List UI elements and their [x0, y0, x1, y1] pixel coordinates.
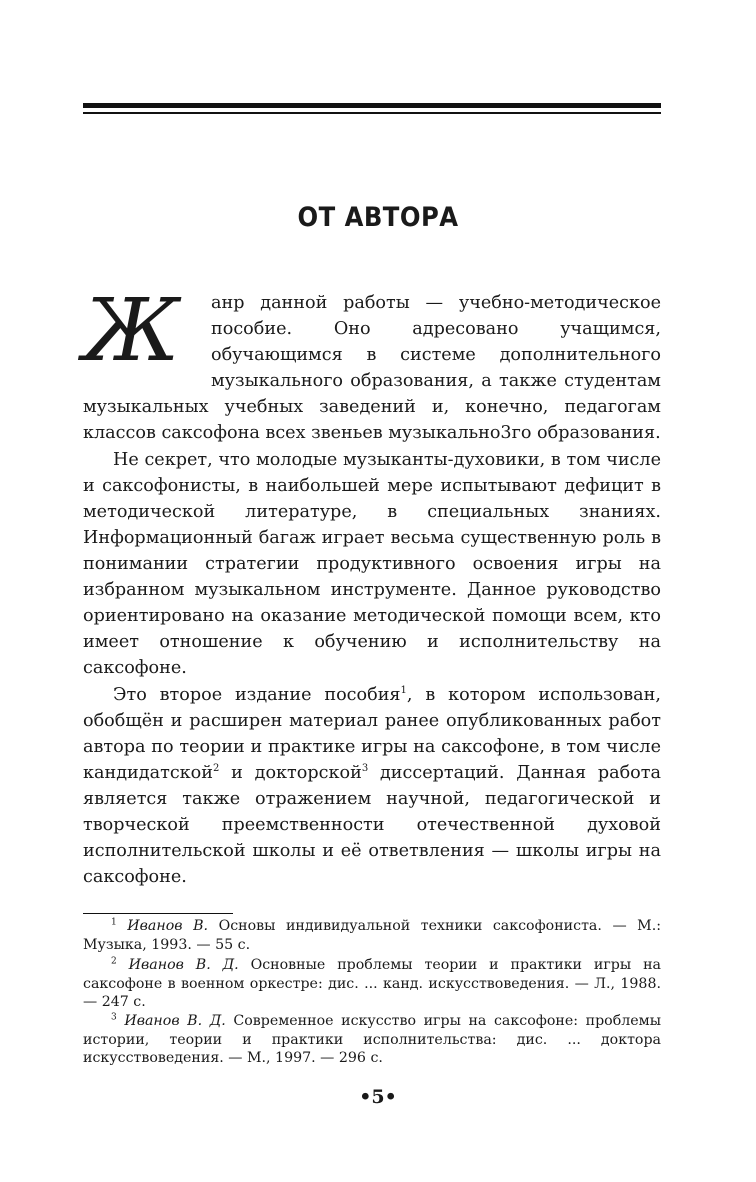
footnote-ref-3: 3 — [361, 763, 369, 775]
footnote-ref-1: 1 — [400, 685, 407, 697]
footnote-text: Основы индивидуальной техники саксофониста. — М.: Музыка, 1993. — 55 с. — [83, 918, 661, 953]
footnote-separator — [83, 913, 233, 914]
footnote-text: Основные проблемы теории и практики игры на саксофоне в военном оркестре: дис. ... канд. искусствоведения. — Л., 1988. — 247 с. — [83, 957, 662, 1010]
footnote-author: Иванов В. — [127, 918, 209, 934]
paragraph-3-part-1: Это второе издание пособия — [113, 685, 401, 705]
footnote-3 — [83, 1012, 661, 1068]
footnote-ref-2: 2 — [213, 763, 220, 775]
paragraph-3-part-4: диссертаций. Данная работа является также отражением научной, педагогической и творческой преемственности отечественной духовой исполнительской школы и её ответвления — школы игры на саксофоне. — [83, 763, 661, 887]
page-number: •5• — [359, 1086, 397, 1108]
footnote-author: Иванов В. Д. — [128, 957, 239, 973]
paragraph-2: Не секрет, что молодые музыканты-духовики, в том числе и саксофонисты, в наибольшей мере испытывают дефицит в методической литературе, в специальных знаниях. Информационный багаж играет весьма существенную роль в понимании стратегии продуктивного освоения игры на избранном музыкальном инструменте. Данное руководство ориентировано на оказание методической помощи всем, кто имеет отношение к обучению и исполнительству на саксофоне. — [83, 450, 661, 678]
footnote-number: 1 — [111, 917, 117, 928]
paragraph-1-text: анр данной работы — учебно-методическое пособие. Оно адресовано учащимся, обучающимся в системе дополнительного музыкального образования, а также студентам музыкальных учебных заведений и, конечно, педагогам классов саксофона всех звеньев музыкально3го образования. — [83, 293, 661, 443]
header-rule-thick — [83, 103, 661, 108]
footnote-number: 3 — [111, 1012, 117, 1023]
header-rule-thin — [83, 112, 661, 114]
paragraph-1 — [83, 281, 661, 446]
footnote-1 — [83, 917, 661, 954]
paragraph-3 — [83, 682, 661, 890]
paragraph-3-part-3: и докторской — [219, 763, 362, 783]
footnote-author: Иванов В. Д. — [124, 1013, 226, 1029]
chapter-title: ОТ АВТОРА — [297, 202, 459, 233]
footnote-number: 2 — [111, 956, 117, 967]
drop-cap: Ж — [83, 281, 180, 381]
paragraph-3-part-2: , в котором использован, обобщён и расширен материал ранее опубликованных работ автора по теории и практике игры на саксофоне, в том числе кандидатской — [83, 685, 661, 783]
footnote-2 — [83, 956, 661, 1012]
footnote-text: Современное искусство игры на саксофоне: проблемы истории, теории и практики исполнительства: дис. ... доктора искусствоведения. — М., 1997. — 296 с. — [83, 1013, 661, 1066]
